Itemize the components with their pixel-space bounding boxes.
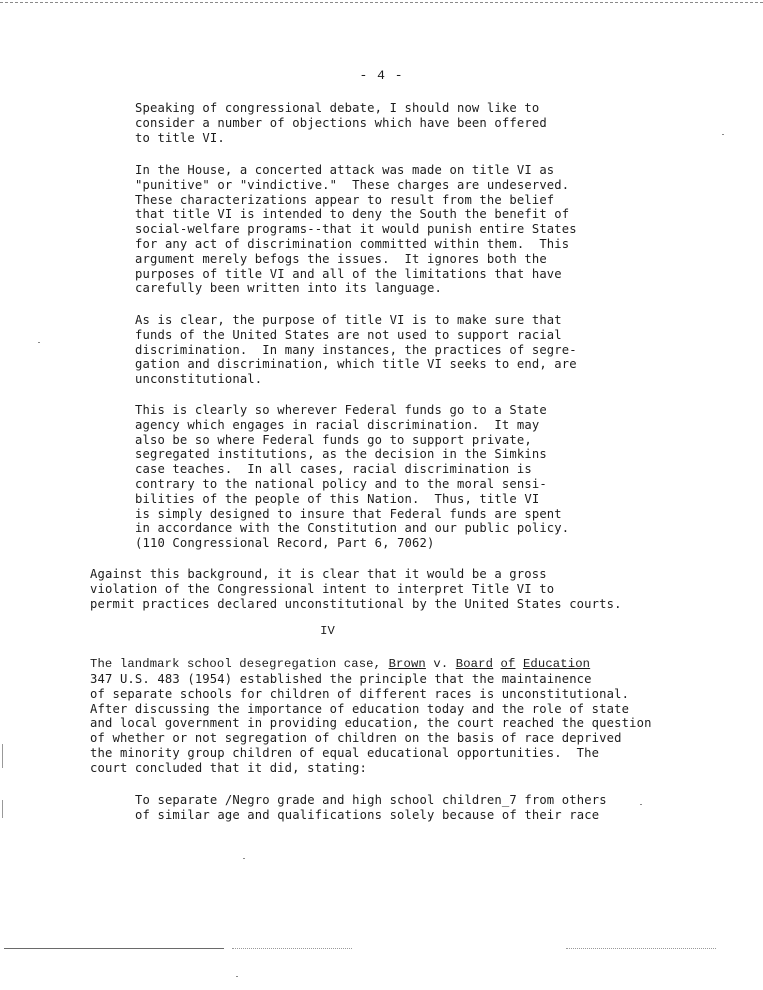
section-iv-first-line xyxy=(90,657,590,672)
paragraph-objections-intro: Speaking of congressional debate, I should now like to consider a number of objections which have been offered to title VI. xyxy=(135,101,547,145)
scan-speck xyxy=(243,858,245,859)
paragraph-brown-decision: 347 U.S. 483 (1954) established the principle that the maintainence of separate schools for children of different races is unconstitutional. After discussing the importance of education today and the role of state and local government in providing education, the court reached the question of whether or not segregation of children on the basis of race deprived the minority group children of equal educational opportunities. The court concluded that it did, stating: xyxy=(90,672,652,775)
case-space-2 xyxy=(515,657,522,671)
section-heading: IV xyxy=(320,624,335,638)
bottom-scan-border xyxy=(4,948,224,949)
paragraph-house-attack: In the House, a concerted attack was made on title VI as "punitive" or "vindictive." These charges are undeserved. These characterizations appear to result from the belief that title VI is intended to deny the South the benefit of social-welfare programs--that it would punish entire States for any act of discrimination committed within them. This argument merely befogs the issues. It ignores both the purposes of title VI and all of the limitations that have carefully been written into its language. xyxy=(135,163,577,296)
margin-mark xyxy=(2,800,3,818)
scan-speck xyxy=(640,804,642,805)
margin-mark xyxy=(2,744,3,768)
top-scan-border xyxy=(0,2,763,3)
scan-speck xyxy=(722,134,724,135)
case-name-brown: Brown xyxy=(388,657,426,671)
paragraph-purpose-title-vi: As is clear, the purpose of title VI is to make sure that funds of the United States are not used to support racial discrimination. In many instances, the practices of segre- gation and discrimination, which title VI seeks to end, are unconstitutional. xyxy=(135,313,577,387)
paragraph-against-background: Against this background, it is clear that it would be a gross violation of the Congressional intent to interpret Title VI to permit practices declared unconstitutional by the United States courts. xyxy=(90,567,622,611)
case-space xyxy=(493,657,500,671)
scan-speck xyxy=(38,342,40,343)
scan-speck xyxy=(236,976,238,977)
bottom-scan-dots xyxy=(232,948,352,949)
case-v: v. xyxy=(425,657,456,671)
line-prefix: The landmark school desegregation case, xyxy=(90,657,389,671)
block-quote: To separate /Negro grade and high school children_7 from others of similar age and qualifications solely because of their race xyxy=(135,793,607,822)
case-name-board: Board xyxy=(455,657,494,671)
paragraph-federal-funds: This is clearly so wherever Federal funds go to a State agency which engages in racial discrimination. It may also be so where Federal funds go to support private, segregated institutions, as the decision in the Simkins case teaches. In all cases, racial discrimination is contrary to the national policy and to the moral sensi- bilities of the people of this Nation. Thus, title VI is simply designed to insure that Federal funds are spent in accordance with the Constitution and our public policy. (110 Congressional Record, Part 6, 7062) xyxy=(135,403,570,551)
bottom-scan-dots xyxy=(566,948,716,949)
case-name-education: Education xyxy=(522,657,591,671)
page-number: - 4 - xyxy=(359,68,404,83)
case-name-of: of xyxy=(500,657,516,671)
